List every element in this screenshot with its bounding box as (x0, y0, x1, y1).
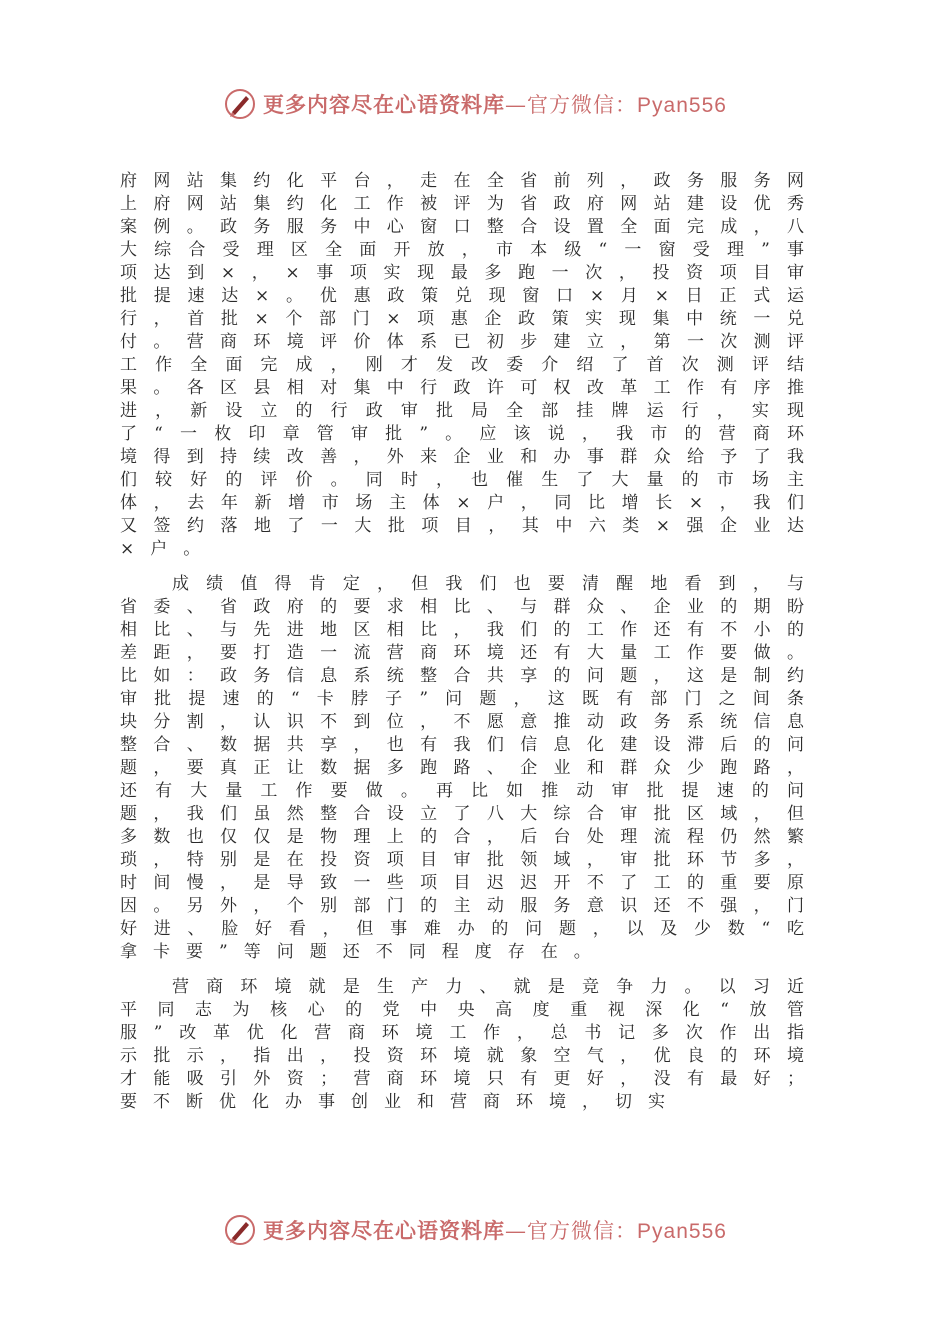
header-wechat-text: 官方微信：Pyan556 (527, 94, 727, 117)
footer-dash: — (505, 1219, 528, 1243)
paragraph-1: 府网站集约化平台，走在全省前列，政务服务网上府网站集约化工作被评为省政府网站建设优秀案例。政务服务中心窗口整合设置全面完成，八大综合受理区全面开放，市本级“一窗受理”事项达到×，×事项实现最多跑一次，投资项目审批提速达×。优惠政策兑现窗口×月×日正式运行，首批×个部门×项惠企政策实现集中统一兑付。营商环境评价体系已初步建立，第一次测评工作全面完成，刚才发改委介绍了首次测评结果。各区县相对集中行政许可权改革工作有序推进，新设立的行政审批局全部挂牌运行，实现了“一枚印章管审批”。应该说，我市的营商环境得到持续改善，外来企业和办事群众给予了我们较好的评价。同时，也催生了大量的市场主体，去年新增市场主体×户，同比增长×，我们又签约落地了一大批项目，其中六类×强企业达×户。 (120, 171, 820, 559)
document-body (120, 170, 820, 1126)
footer-banner (0, 1210, 950, 1250)
header-dash: — (505, 93, 528, 117)
paragraph-3: 营商环境就是生产力、就是竞争力。以习近平同志为核心的党中央高度重视深化“放管服”改革优化营商环境工作，总书记多次作出指示批示，指出，投资环境就象空气，优良的环境才能吸引外资；营商环境只有更好，没有最好；要不断优化办事创业和营商环境，切实 (120, 977, 820, 1112)
pen-logo-icon (223, 1213, 257, 1247)
header-banner (0, 84, 950, 124)
pen-logo-icon (223, 87, 257, 121)
header-main-text: 更多内容尽在心语资料库 (263, 92, 506, 117)
footer-main-text: 更多内容尽在心语资料库 (263, 1218, 506, 1243)
paragraph-2: 成绩值得肯定，但我们也要清醒地看到，与省委、省政府的要求相比、与群众、企业的期盼相比、与先进地区相比，我们的工作还有不小的差距，要打造一流营商环境还有大量工作要做。比如：政务信息系统整合共享的问题，这是制约审批提速的“卡脖子”问题，这既有部门之间条块分割，认识不到位，不愿意推动政务系统信息整合、数据共享，也有我们信息化建设滞后的问题，要真正让数据多跑路、企业和群众少跑路，还有大量工作要做。再比如推动审批提速的问题，我们虽然整合设立了八大综合审批区域，但多数也仅仅是物理上的合，后台处理流程仍然繁琐，特别是在投资项目审批领域，审批环节多，时间慢，是导致一些项目迟迟开不了工的重要原因。另外，个别部门的主动服务意识还不强，门好进、脸好看，但事难办的问题，以及少数“吃拿卡要”等问题还不同程度存在。 (120, 574, 820, 962)
footer-wechat-text: 官方微信：Pyan556 (527, 1220, 727, 1243)
